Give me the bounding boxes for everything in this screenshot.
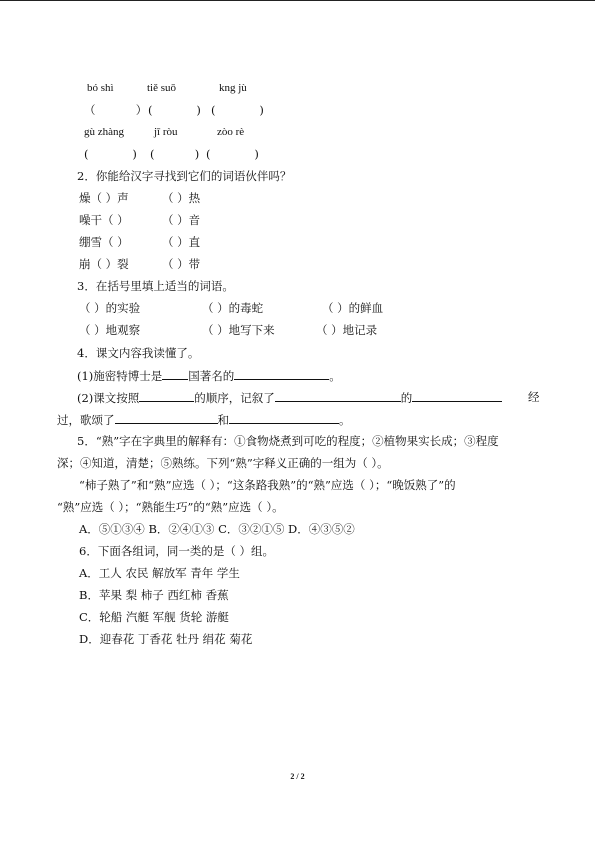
pinyin-kangju: kng jù — [219, 82, 247, 94]
q5-line-3: “柿子熟了”和“熟”应选（ ）；“这条路我熟”的“熟”应选（ ）；“晚饭熟了”的 — [79, 478, 456, 492]
q4-blank-praise-2[interactable] — [229, 412, 339, 424]
q2-row3-left[interactable]: 绷雪（ ） — [79, 235, 129, 249]
q5-options[interactable]: A．⑤①③④ B．②④①③ C．③②①⑤ D．④③⑤② — [79, 522, 355, 536]
answer-paren-6[interactable]: ( ) — [206, 147, 259, 161]
answer-paren-1[interactable]: （ ） — [84, 103, 148, 117]
q4-title: 4．课文内容我读懂了。 — [77, 346, 200, 360]
q4-s2-jing: 经 — [528, 390, 540, 404]
q4-s1-prefix: (1)施密特博士是 — [77, 369, 163, 383]
q4-blank-praise-1[interactable] — [115, 412, 218, 424]
q6-option-a[interactable]: A．工人 农民 解放军 青年 学生 — [79, 566, 240, 580]
q6-option-d[interactable]: D．迎春花 丁香花 牡丹 绢花 菊花 — [79, 632, 253, 646]
q5-line-2: 深；④知道，清楚；⑤熟练。下列“熟”字释义正确的一组为（ ）。 — [57, 456, 389, 470]
q4-s2-line2-he: 和 — [217, 413, 229, 427]
q4-s2-de: 的 — [400, 391, 413, 405]
q3-title: 3．在括号里填上适当的词语。 — [77, 279, 234, 293]
q2-row1-right[interactable]: （ ）热 — [162, 191, 201, 205]
answer-paren-4[interactable]: ( ) — [84, 147, 137, 161]
q4-blank-process[interactable] — [412, 390, 502, 402]
q4-sentence-2-cont — [57, 412, 351, 427]
q4-blank-order[interactable] — [139, 390, 194, 402]
q4-s2-prefix: (2)课文按照 — [77, 391, 140, 405]
q4-blank-country[interactable] — [162, 368, 188, 380]
q5-line-1: 5．“熟”字在字典里的解释有：①食物烧煮到可吃的程度；②植物果实长成；③程度 — [77, 434, 499, 448]
q4-s1-middle: 国著名的 — [188, 369, 235, 383]
answer-paren-3[interactable]: ( ) — [211, 103, 264, 117]
q4-s2-line2-end: 。 — [339, 413, 351, 427]
q4-sentence-1 — [77, 368, 341, 383]
q6-option-b[interactable]: B．苹果 梨 柿子 西红柿 香蕉 — [79, 588, 229, 602]
answer-paren-2[interactable]: ( ) — [148, 103, 201, 117]
pinyin-guzhang: gù zhàng — [84, 126, 125, 138]
q2-row3-right[interactable]: （ ）直 — [162, 235, 201, 249]
q4-sentence-2 — [77, 390, 502, 405]
q3-r1-c3[interactable]: （ ）的鲜血 — [322, 301, 384, 315]
q3-r2-c1[interactable]: （ ）地观察 — [79, 323, 141, 337]
q3-r1-c2[interactable]: （ ）的毒蛇 — [202, 301, 264, 315]
q3-r1-c1[interactable]: （ ）的实验 — [79, 301, 141, 315]
page-number: 2 / 2 — [290, 772, 305, 781]
q2-row4-left[interactable]: 崩（ ）裂 — [79, 257, 129, 271]
q2-row2-right[interactable]: （ ）音 — [162, 213, 201, 227]
pinyin-tiesuo: tiě suō — [147, 82, 177, 94]
q2-row2-left[interactable]: 噪干（ ） — [79, 213, 129, 227]
q3-r2-c2[interactable]: （ ）地写下来 — [202, 323, 275, 337]
pinyin-jirou: jī ròu — [154, 126, 178, 138]
q6-option-c[interactable]: C．轮船 汽艇 军舰 货轮 游艇 — [79, 610, 229, 624]
q4-s2-middle: 的顺序，记叙了 — [194, 391, 275, 405]
q4-s1-end: 。 — [329, 369, 341, 383]
answer-paren-5[interactable]: ( ) — [150, 147, 200, 161]
pinyin-zaore: zòo rè — [217, 126, 245, 138]
q3-r2-c3[interactable]: （ ）地记录 — [316, 323, 378, 337]
q4-blank-title[interactable] — [234, 368, 329, 380]
q5-line-4: “熟”应选（ ）；“熟能生巧”的“熟”应选（ ）。 — [57, 500, 284, 514]
q2-row1-left[interactable]: 燥（ ）声 — [79, 191, 129, 205]
q2-title: 2．你能给汉字寻找到它们的词语伙伴吗？ — [77, 169, 292, 183]
q4-blank-event[interactable] — [275, 390, 401, 402]
q2-row4-right[interactable]: （ ）带 — [162, 257, 201, 271]
pinyin-boshi: bó shì — [87, 82, 114, 94]
q4-s2-line2-prefix: 过，歌颂了 — [57, 413, 115, 427]
q6-title: 6．下面各组词，同一类的是（ ）组。 — [79, 544, 274, 558]
